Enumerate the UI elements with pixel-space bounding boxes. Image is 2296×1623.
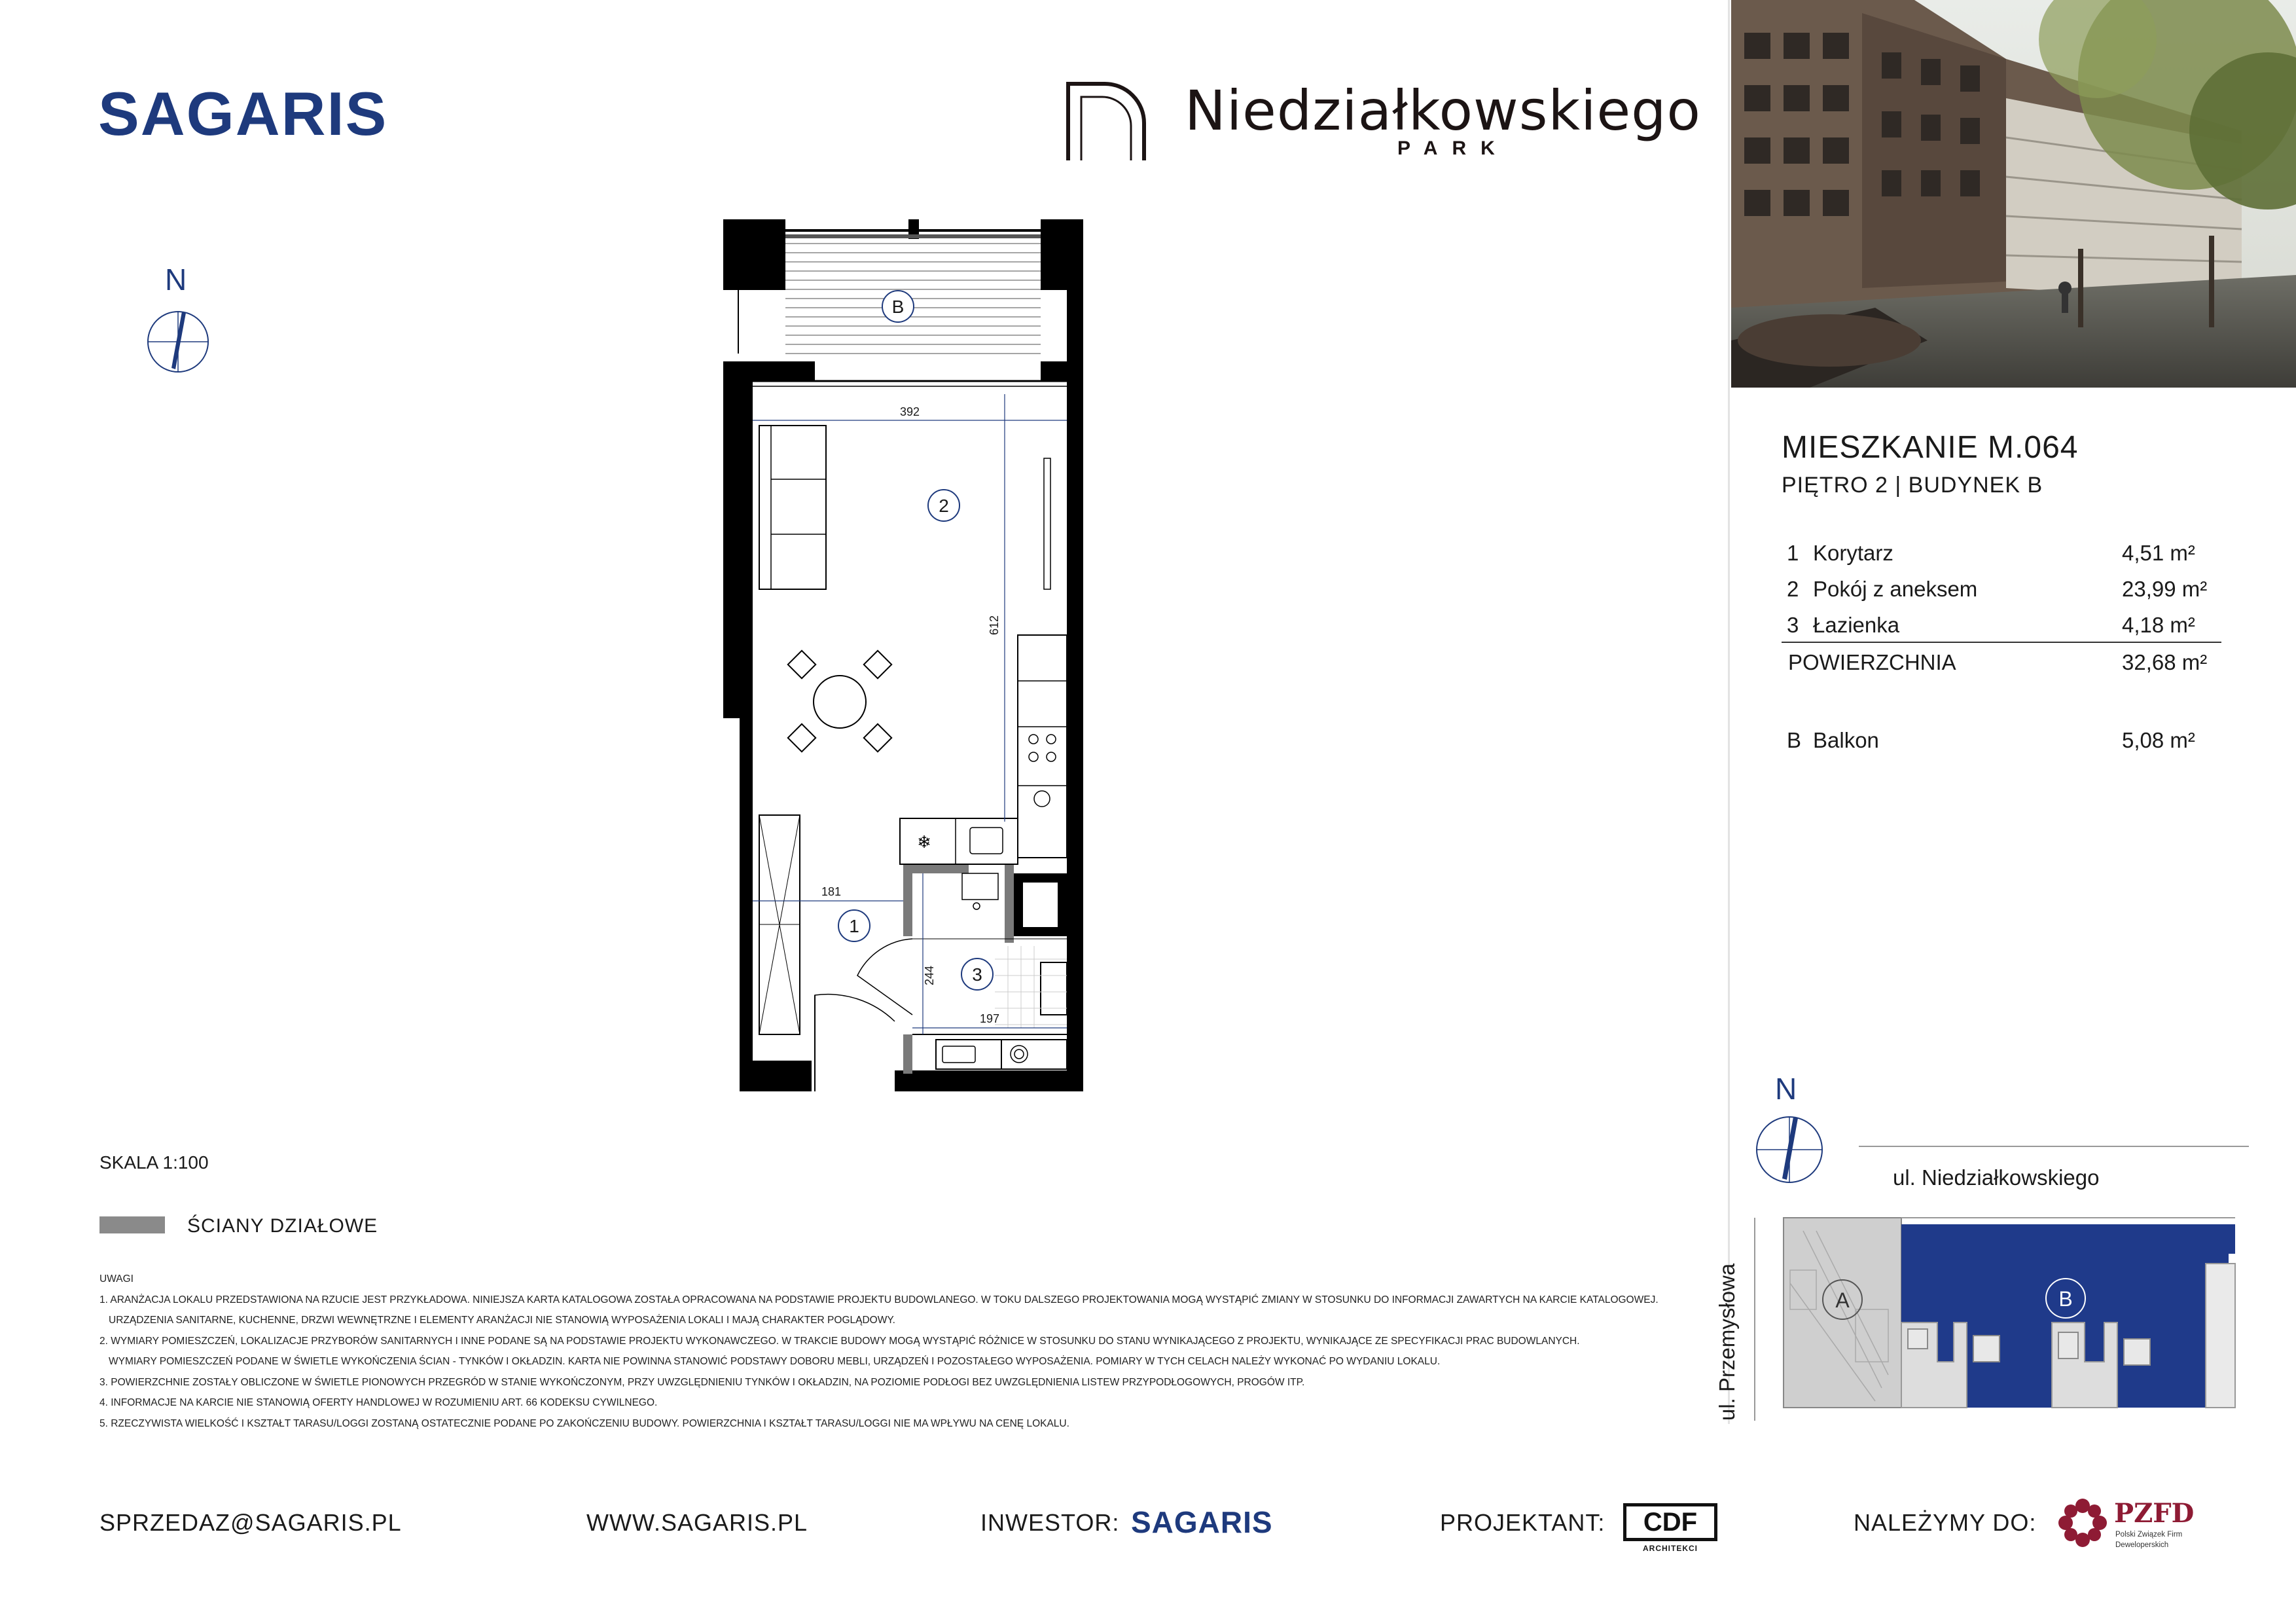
footer-email[interactable]: SPRZEDAZ@SAGARIS.PL: [99, 1509, 402, 1536]
note-line: WYMIARY POMIESZCZEŃ PODANE W ŚWIETLE WYKOŃCZENIA ŚCIAN - TYNKÓW I OKŁADZIN. KARTA NIE POWINNA STANOWIĆ PODSTAWY DOBORU MEBLI, URZĄDZEŃ I POZOSTAŁEGO WYPOSAŻENIA. POMIARY W TYCH CELACH NALEŻY WYKONAĆ PO WYDANIU LOKALU.: [109, 1356, 1441, 1367]
street-name-left: ul. Przemysłowa: [1715, 1263, 1739, 1421]
room-num: 1: [1787, 541, 1799, 565]
investor-label: INWESTOR:: [980, 1509, 1120, 1536]
pzfd-flower-icon: [2056, 1497, 2109, 1549]
total-area: 32,68 m²: [2122, 650, 2208, 674]
room-row: [1787, 613, 2219, 646]
dim-392: 392: [899, 405, 920, 418]
balcony-label: [882, 291, 914, 322]
project-name: Niedziałkowskiego: [1185, 79, 1701, 143]
site-compass-icon: [1754, 1114, 1825, 1185]
compass-icon: [145, 309, 211, 374]
street-line-left: [1754, 1218, 1755, 1421]
room-label-3: 3: [972, 964, 982, 985]
room-label-2: 2: [939, 496, 949, 516]
street-line: [1859, 1146, 2249, 1147]
balcony-num: B: [1787, 728, 1802, 752]
legend-wall-label: ŚCIANY DZIAŁOWE: [187, 1215, 378, 1237]
note-line: URZĄDZENIA SANITARNE, KUCHENNE, DRZWI WEWNĘTRZNE I ELEMENTY ARANŻACJI NIE STANOWIĄ WYPOSAŻENIA LOKALI I MAJĄ CHARAKTER POGLĄDOWY.: [109, 1315, 895, 1326]
balcony-name: Balkon: [1813, 728, 1879, 752]
designer-logo-sub: ARCHITEKCI: [1643, 1544, 1698, 1553]
member-logo: PZFD: [2114, 1498, 2195, 1529]
total-label: POWIERZCHNIA: [1788, 650, 1956, 674]
legend-wall-swatch: [99, 1216, 165, 1233]
member-logo-sub: Polski Związek Firm Deweloperskich: [2115, 1531, 2183, 1549]
notes-heading: UWAGI: [99, 1273, 134, 1285]
total-row: [1788, 650, 2220, 683]
dim-244: 244: [923, 965, 936, 986]
balcony-row: [1787, 728, 2219, 761]
designer-logo: CDF: [1623, 1503, 1717, 1541]
panel-divider: [1728, 0, 1730, 1424]
site-north-label: N: [1775, 1072, 1797, 1106]
room-name: Łazienka: [1813, 613, 1900, 637]
member-label: NALEŻYMY DO:: [1854, 1509, 2037, 1536]
north-label: N: [165, 263, 187, 297]
room-area: 4,51 m²: [2122, 541, 2195, 565]
scale-label: SKALA 1:100: [99, 1152, 209, 1173]
room-num: 2: [1787, 577, 1799, 601]
floor-plan: [713, 210, 1106, 1100]
building-rendering: [1731, 0, 2296, 388]
balcony-area: 5,08 m²: [2122, 728, 2195, 752]
note-line: 1. ARANŻACJA LOKALU PRZEDSTAWIONA NA RZUCIE JEST PRZYKŁADOWA. NINIEJSZA KARTA KATALOGOWA ZOSTAŁA OPRACOWANA NA PODSTAWIE PROJEKTU BUDOWLANEGO. W TOKU DALSZEGO PROJEKTOWANIA MOGĄ WYSTĄPIĆ ZMIANY W STOSUNKU DO INFORMACJI ZAWARTYCH NA KARCIE KATALOGOWEJ.: [99, 1294, 1659, 1305]
site-map: [1777, 1205, 2248, 1421]
dim-181: 181: [821, 885, 842, 898]
project-sub: PARK: [1397, 137, 1509, 159]
note-line: 5. RZECZYWISTA WIELKOŚĆ I KSZTAŁT TARASU/LOGGI ZOSTANĄ OSTATECZNIE PODANE PO ZAKOŃCZENIU BUDOWY. POWIERZCHNIA I KSZTAŁT TARASU/LOGGI NIE MA WPŁYWU NA CENĘ LOKALU.: [99, 1417, 1069, 1429]
notes: [99, 1269, 1703, 1434]
room-area: 4,18 m²: [2122, 613, 2195, 637]
room-name: Pokój z aneksem: [1813, 577, 1978, 601]
room-name: Korytarz: [1813, 541, 1893, 565]
apartment-subtitle: PIĘTRO 2 | BUDYNEK B: [1782, 473, 2043, 498]
note-line: 2. WYMIARY POMIESZCZEŃ, LOKALIZACJE PRZYBORÓW SANITARNYCH I INNE PODANE SĄ NA PODSTAWIE PROJEKTU WYKONAWCZEGO. W TRAKCIE BUDOWY MOGĄ WYSTĄPIĆ RÓŻNICE W STOSUNKU DO STANU WYNIKAJĄCEGO Z PROJEKTU, WYNIKAJĄCE ZE SPECYFIKACJI PRAC BUDOWLANYCH.: [99, 1335, 1580, 1347]
room-label-1: 1: [849, 916, 859, 936]
investor-logo: SAGARIS: [1131, 1505, 1273, 1539]
dim-612: 612: [988, 615, 1001, 636]
balcony-label-text: B: [891, 297, 905, 317]
dim-197: 197: [979, 1012, 1000, 1025]
building-b-label: B: [2058, 1287, 2073, 1311]
total-divider: [1782, 642, 2221, 643]
note-line: 4. INFORMACJE NA KARCIE NIE STANOWIĄ OFERTY HANDLOWEJ W ROZUMIENIU ART. 66 KODEKSU CYWILNEGO.: [99, 1397, 658, 1408]
designer-label: PROJEKTANT:: [1440, 1509, 1605, 1536]
footer-website[interactable]: WWW.SAGARIS.PL: [586, 1509, 808, 1536]
balcony: [723, 219, 1083, 362]
park-monogram-icon: [1066, 79, 1151, 164]
sagaris-logo: SAGARIS: [98, 79, 388, 148]
svg-text:❄: ❄: [917, 832, 931, 852]
room-row: [1787, 577, 2219, 610]
room-area: 23,99 m²: [2122, 577, 2208, 601]
room-num: 3: [1787, 613, 1799, 637]
building-a-label: A: [1835, 1288, 1850, 1312]
note-line: 3. POWIERZCHNIE ZOSTAŁY OBLICZONE W ŚWIETLE PIONOWYCH PRZEGRÓD W STANIE WYKOŃCZONYM, PRZY UWZGLĘDNIENIU TYNKÓW I OKŁADZIN, NA POZIOMIE PODŁOGI BEZ UWZGLĘDNIENIA LISTEW PRZYPODŁOGOWYCH, PROGÓW ITP.: [99, 1376, 1305, 1388]
apartment-title: MIESZKANIE M.064: [1782, 430, 2079, 465]
room-row: [1787, 541, 2219, 574]
street-name-top: ul. Niedziałkowskiego: [1893, 1165, 2100, 1190]
